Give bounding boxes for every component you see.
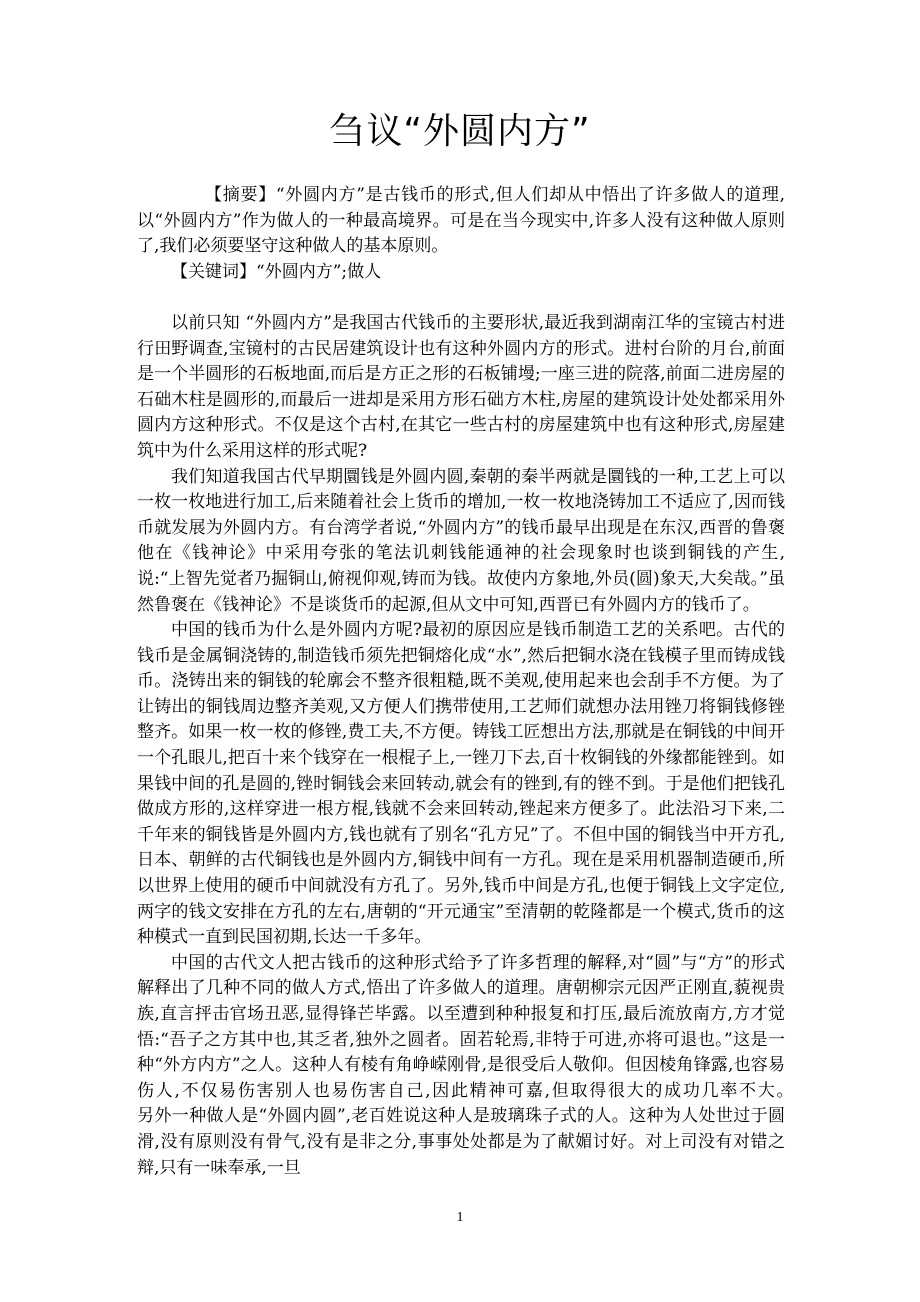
body-paragraph-4: 中国的古代文人把古钱币的这种形式给予了许多哲理的解释,对“圆”与“方”的形式解释出了几种不同的做人方式,悟出了许多做人的道理。唐朝柳宗元因严正刚直,藐视贵族,直言抨击官场丑恶,显得锋芒毕露。以至遭到种种报复和打压,最后流放南方,方才觉悟:“吾子之方其中也,其乏者,独外之圆者。固若轮焉,非特于可进,亦将可退也。”这是一种“外方内方”之人。这种人有棱有角峥嵘刚骨,是很受后人敬仰。但因棱角锋露,也容易伤人,不仅易伤害别人也易伤害自己,因此精神可嘉,但取得很大的成功几率不大。 另外一种做人是“外圆内圆”,老百姓说这种人是玻璃珠子式的人。这种为人处世过于圆滑,没有原则没有骨气,没有是非之分,事事处处都是为了献媚讨好。对上司没有对错之辩,只有一味奉承,一旦	[137, 952, 887, 1178]
body-paragraph-1: 以前只知 “外圆内方”是我国古代钱币的主要形状,最近我到湖南江华的宝镜古村进行田野调查,宝镜村的古民居建筑设计也有这种外圆内方的形式。进村台阶的月台,前面是一个半圆形的石板地面,而后是方正之形的石板铺墁;一座三进的院落,前面二进房屋的石础木柱是圆形的,而最后一进却是采用方形石础方木柱,房屋的建筑设计处处都采用外圆内方这种形式。不仅是这个古村,在其它一些古村的房屋建筑中也有这种形式,房屋建筑中为什么采用这样的形式呢?	[137, 312, 785, 461]
keywords-label: 【关键词】	[171, 261, 256, 282]
abstract-text: “外圆内方”是古钱币的形式,但人们却从中悟出了许多做人的道理,以“外圆内方”作为做人的一种最高境界。可是在当今现实中,许多人没有这种做人原则了,我们必须要坚守这种做人的基本原则。	[137, 185, 785, 257]
keywords-paragraph	[137, 260, 785, 286]
document-body	[137, 183, 887, 1181]
body-paragraph-2: 我们知道我国古代早期圜钱是外圆内圆,秦朝的秦半两就是圜钱的一种,工艺上可以一枚一枚地进行加工,后来随着社会上货币的增加,一枚一枚地浇铸加工不适应了,因而钱币就发展为外圆内方。有台湾学者说,“外圆内方”的钱币最早出现是在东汉,西晋的鲁褒他在《钱神论》中采用夸张的笔法讥刺钱能通神的社会现象时也谈到铜钱的产生,说:“上智先觉者乃掘铜山,俯视仰观,铸而为钱。故使内方象地,外员(圆)象天,大矣哉。”虽然鲁褒在《钱神论》不是谈货币的起源,但从文中可知,西晋已有外圆内方的钱币了。	[137, 466, 785, 615]
body-paragraph-3: 中国的钱币为什么是外圆内方呢?最初的原因应是钱币制造工艺的关系吧。古代的钱币是金属铜浇铸的,制造钱币须先把铜熔化成“水”,然后把铜水浇在钱模子里而铸成钱币。浇铸出来的铜钱的轮廓会不整齐很粗糙,既不美观,使用起来也会刮手不方便。为了让铸出的铜钱周边整齐美观,又方便人们携带使用,工艺师们就想办法用锉刀将铜钱修锉整齐。如果一枚一枚的修锉,费工夫,不方便。铸钱工匠想出方法,那就是在铜钱的中间开一个孔眼儿,把百十来个钱穿在一根棍子上,一锉刀下去,百十枚铜钱的外缘都能锉到。如果钱中间的孔是圆的,锉时铜钱会来回转动,就会有的锉到,有的锉不到。于是他们把钱孔做成方形的,这样穿进一根方棍,钱就不会来回转动,锉起来方便多了。此法沿习下来,二千年来的铜钱皆是外圆内方,钱也就有了别名“孔方兄”了。不但中国的铜钱当中开方孔,日本、朝鲜的古代铜钱也是外圆内方,铜钱中间有一方孔。现在是采用机器制造硬币,所以世界上使用的硬币中间就没有方孔了。另外,钱币中间是方孔,也便于铜钱上文字定位,两字的钱文安排在方孔的左右,唐朝的“开元通宝”至清朝的乾隆都是一个模式,货币的这种模式一直到民国初期,长达一千多年。	[137, 620, 785, 948]
document-title: 刍议“外圆内方”	[329, 111, 591, 152]
keywords-text: “外圆内方”;做人	[256, 261, 382, 282]
abstract-label: 【摘要】	[205, 185, 276, 205]
page-number: 1	[456, 1210, 464, 1225]
abstract-paragraph	[137, 183, 785, 260]
